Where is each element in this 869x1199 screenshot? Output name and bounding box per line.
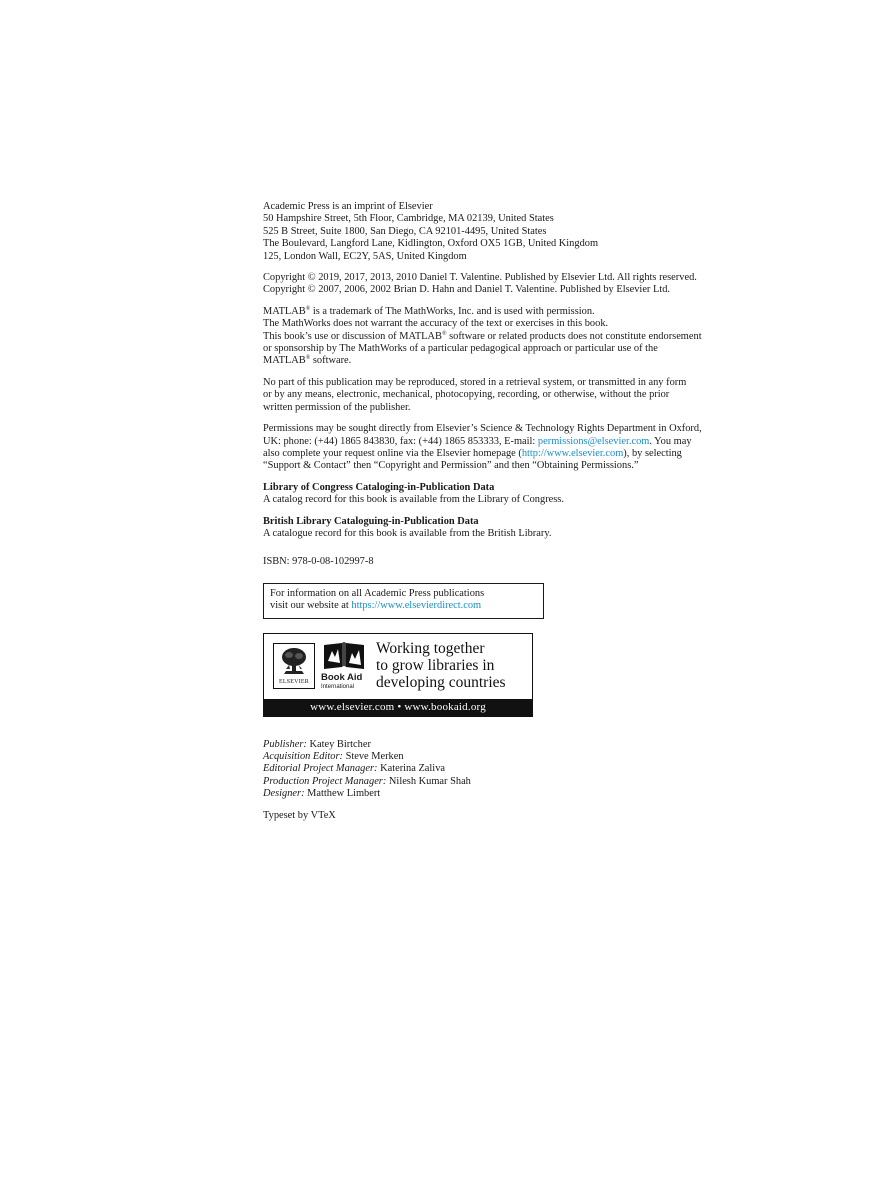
book-aid-banner	[263, 633, 533, 717]
imprint-line: Academic Press is an imprint of Elsevier	[263, 201, 433, 212]
book-aid-footer-bar: www.elsevier.com • www.bookaid.org	[264, 699, 532, 716]
copyright-block	[263, 272, 763, 297]
loc-text: A catalog record for this book is available from the Library of Congress.	[263, 494, 564, 506]
typeset-text: Typeset by VTeX	[263, 809, 336, 821]
info-line: For information on all Academic Press publications	[270, 587, 485, 599]
trademark-line: MATLAB® is a trademark of The MathWorks, Inc. and is used with permission.	[263, 305, 595, 317]
copyright-page	[263, 201, 763, 831]
isbn-text: ISBN: 978-0-08-102997-8	[263, 556, 374, 568]
elsevier-homepage-link[interactable]: http://www.elsevier.com	[521, 447, 624, 459]
elsevierdirect-link[interactable]: https://www.elsevierdirect.com	[351, 600, 482, 612]
bl-heading: British Library Cataloguing-in-Publication Data	[263, 515, 479, 527]
imprint-block	[263, 201, 763, 263]
trademark-line: or sponsorship by The MathWorks of a particular pedagogical approach or particular use of the	[263, 343, 658, 355]
loc-block	[263, 482, 763, 507]
slogan-line: to grow libraries in	[376, 656, 495, 674]
permissions-email-link[interactable]: permissions@elsevier.com	[537, 435, 650, 447]
elsevier-label: ELSEVIER	[279, 678, 309, 685]
address-line: 50 Hampshire Street, 5th Floor, Cambridge, MA 02139, United States	[263, 213, 554, 225]
rights-line: or by any means, electronic, mechanical, photocopying, recording, or otherwise, without the prior	[263, 389, 670, 401]
address-line: The Boulevard, Langford Lane, Kidlington, Oxford OX5 1GB, United Kingdom	[263, 238, 599, 250]
elsevier-logo	[273, 643, 315, 689]
website-info-box	[263, 583, 544, 619]
book-aid-slogan	[376, 640, 506, 692]
address-line: 125, London Wall, EC2Y, 5AS, United Kingdom	[263, 250, 467, 262]
trademark-line: MATLAB® software.	[263, 355, 352, 367]
credit-line: Acquisition Editor: Steve Merken	[263, 750, 404, 762]
copyright-line: Copyright © 2007, 2006, 2002 Brian D. Hahn and Daniel T. Valentine. Published by Elsevier Ltd.	[263, 284, 671, 296]
book-aid-subtitle: International	[321, 683, 355, 690]
book-aid-name: Book Aid	[321, 671, 363, 683]
bl-block	[263, 516, 763, 541]
permissions-block	[263, 423, 763, 473]
info-line: visit our website at https://www.elsevierdirect.com	[270, 600, 482, 612]
typeset	[263, 810, 763, 822]
permissions-line: UK: phone: (+44) 1865 843830, fax: (+44) 1865 853333, E-mail: permissions@elsevier.com. You may	[263, 435, 692, 447]
credit-line: Publisher: Katey Birtcher	[263, 738, 371, 750]
slogan-line: Working together	[376, 639, 485, 657]
isbn	[263, 556, 763, 568]
credit-line: Designer: Matthew Limbert	[263, 788, 381, 800]
credits-block	[263, 739, 763, 801]
address-line: 525 B Street, Suite 1800, San Diego, CA 92101-4495, United States	[263, 225, 547, 237]
elsevier-tree-icon	[280, 647, 308, 675]
trademark-line: This book’s use or discussion of MATLAB® software or related products does not constitute endorsement	[263, 330, 702, 342]
permissions-line: Permissions may be sought directly from Elsevier’s Science & Technology Rights Department in Oxford,	[263, 423, 702, 435]
permissions-line: also complete your request online via the Elsevier homepage (http://www.elsevier.com), by selecting	[263, 447, 682, 459]
permissions-line: “Support & Contact” then “Copyright and Permission” and then “Obtaining Permissions.”	[263, 460, 639, 472]
credit-line: Editorial Project Manager: Katerina Zaliva	[263, 763, 445, 775]
credit-line: Production Project Manager: Nilesh Kumar Shah	[263, 775, 471, 787]
open-book-icon	[322, 641, 366, 671]
rights-line: written permission of the publisher.	[263, 401, 411, 413]
bl-text: A catalogue record for this book is available from the British Library.	[263, 527, 552, 539]
rights-block	[263, 377, 763, 414]
slogan-line: developing countries	[376, 673, 506, 691]
rights-line: No part of this publication may be reproduced, stored in a retrieval system, or transmitted in any form	[263, 376, 687, 388]
copyright-line: Copyright © 2019, 2017, 2013, 2010 Daniel T. Valentine. Published by Elsevier Ltd. All rights reserved.	[263, 272, 697, 284]
book-aid-logo	[321, 641, 367, 691]
trademark-line: The MathWorks does not warrant the accuracy of the text or exercises in this book.	[263, 318, 609, 330]
trademark-block	[263, 306, 763, 368]
loc-heading: Library of Congress Cataloging-in-Publication Data	[263, 481, 495, 493]
